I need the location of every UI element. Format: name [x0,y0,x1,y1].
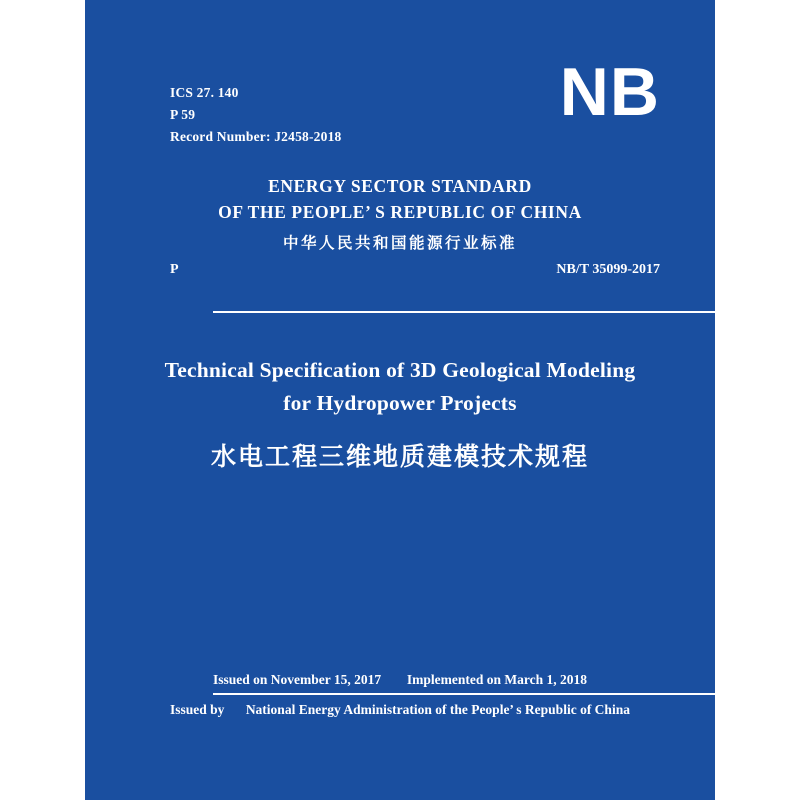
standard-heading-chinese: 中华人民共和国能源行业标准 [282,234,517,252]
divider-bottom [213,693,783,695]
implementation-date: Implemented on March 1, 2018 [406,672,587,687]
record-number: Record Number: J2458-2018 [170,128,342,144]
issuer-row [85,702,715,718]
standard-number: NB/T 35099-2017 [556,262,660,277]
designation-row [170,262,660,278]
title-english-line1: Technical Specification of 3D Geological Modeling [164,358,636,382]
standard-heading-line2: OF THE PEOPLE’ S REPUBLIC OF CHINA [218,202,582,222]
divider-top [213,311,783,313]
classification-code: P 59 [170,106,196,122]
dates-row [213,672,587,688]
issued-by-label: Issued by [170,702,225,717]
standard-heading-line1: ENERGY SECTOR STANDARD [268,176,532,196]
ics-number: ICS 27. 140 [170,85,239,100]
title-chinese: 水电工程三维地质建模技术规程 [210,441,589,471]
standard-cover [85,0,715,800]
identifier-block [170,82,341,148]
document-title [145,354,655,473]
issue-date: Issued on November 15, 2017 [213,672,382,687]
nb-logo: NB [559,54,660,130]
title-english-line2: for Hydropower Projects [283,391,517,416]
issuing-organization: National Energy Administration of the People’ s Republic of China [245,702,630,717]
standard-heading [85,176,715,253]
category-code: P [170,262,179,277]
